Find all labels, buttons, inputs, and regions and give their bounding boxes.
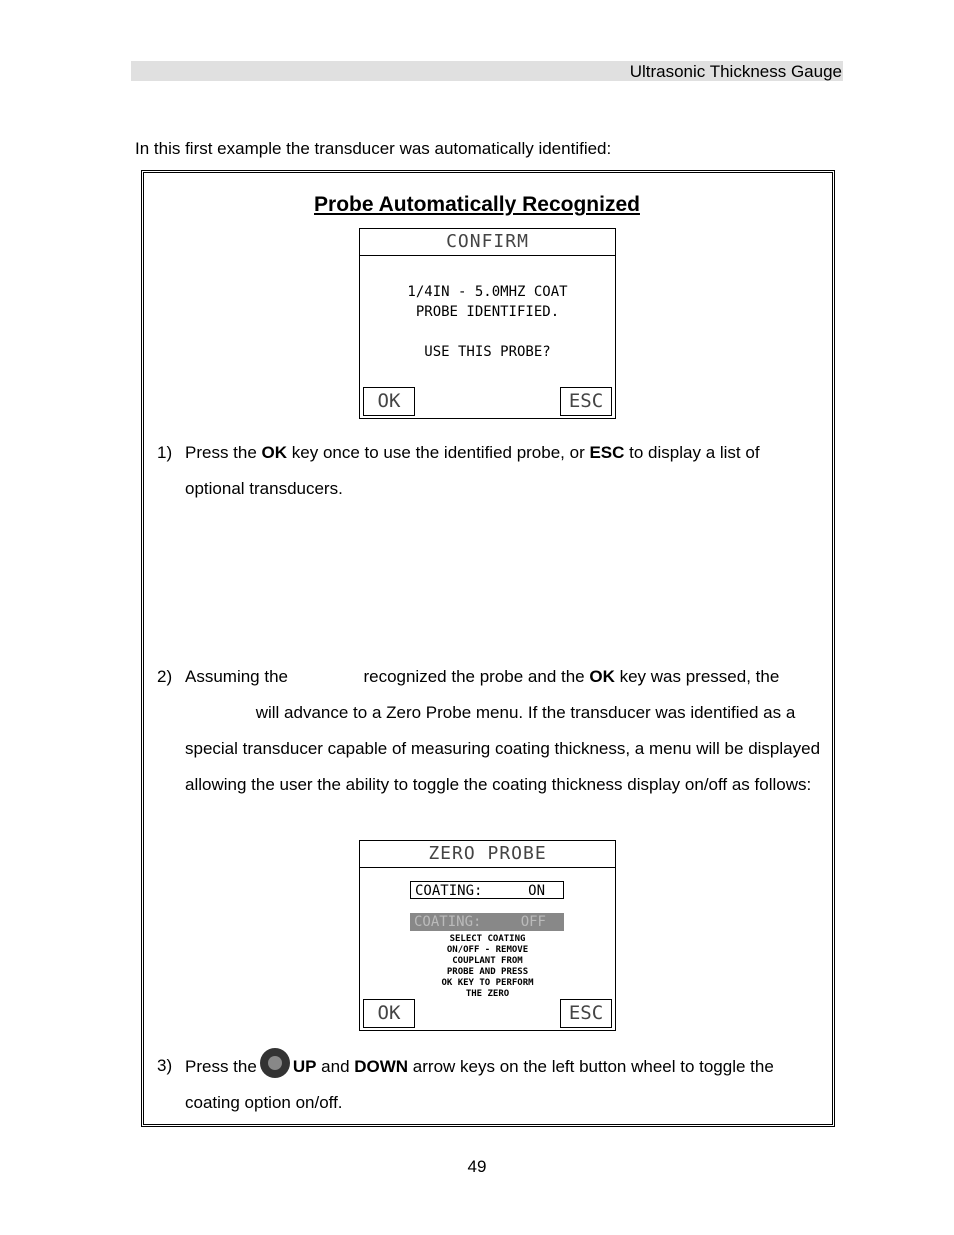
help-line-6: THE ZERO — [465, 989, 510, 999]
zero-probe-screen-title: ZERO PROBE — [360, 841, 615, 868]
intro-text: In this first example the transducer was automatically identified: — [135, 139, 612, 158]
probe-name-line: 1/4IN - 5.0MHZ COAT — [407, 284, 568, 300]
coating-on-option[interactable] — [410, 881, 564, 899]
help-line-5: OK KEY TO PERFORM — [441, 978, 534, 988]
step-1-text-c: to display a list of optional transducers. — [185, 443, 760, 498]
step-2-text-b: recognized the probe and the — [358, 667, 590, 686]
step-3-number: 3) — [157, 1056, 173, 1075]
section-title: Probe Automatically Recognized — [314, 193, 640, 216]
step-1-number: 1) — [157, 443, 173, 462]
confirm-screen-title: CONFIRM — [360, 229, 615, 256]
step-2-text-a: Assuming the — [185, 667, 293, 686]
step-1 — [157, 435, 822, 507]
ok-button[interactable]: OK — [363, 387, 415, 416]
coating-off-option[interactable] — [410, 913, 564, 931]
page-number: 49 — [467, 1157, 487, 1176]
step-2 — [157, 659, 822, 803]
step-3 — [157, 1048, 822, 1121]
esc-button[interactable]: ESC — [560, 999, 612, 1028]
step-2-ok-key: OK — [589, 667, 615, 686]
coating-on-value: ON — [528, 883, 545, 899]
esc-button[interactable]: ESC — [560, 387, 612, 416]
step-2-text-c: key was pressed, the — [614, 667, 780, 686]
step-3-down-key: DOWN — [354, 1057, 409, 1076]
ok-button[interactable]: OK — [363, 999, 415, 1028]
coating-on-label: COATING: — [415, 883, 483, 899]
help-line-1: SELECT COATING — [449, 934, 526, 944]
step-3-up-key: UP — [292, 1057, 317, 1076]
probe-identified-line: PROBE IDENTIFIED. — [415, 304, 560, 320]
step-1-ok-key: OK — [261, 443, 288, 462]
step-1-esc-key: ESC — [589, 443, 625, 462]
use-probe-question: USE THIS PROBE? — [424, 344, 551, 360]
step-3-text-a: Press the — [185, 1057, 257, 1076]
step-2-number: 2) — [157, 667, 173, 686]
zero-probe-screen — [359, 840, 616, 1031]
arrow-keypad-icon — [260, 1048, 290, 1078]
help-line-3: COUPLANT FROM — [452, 956, 523, 966]
help-line-2: ON/OFF - REMOVE — [446, 945, 529, 955]
help-line-4: PROBE AND PRESS — [446, 967, 529, 977]
step-3-text-b: and — [316, 1057, 355, 1076]
step-1-text-a: Press the — [185, 443, 262, 462]
confirm-screen — [359, 228, 616, 419]
header-title: Ultrasonic Thickness Gauge — [629, 62, 842, 81]
coating-off-value: OFF — [520, 914, 546, 930]
step-1-text-b: key once to use the identified probe, or — [287, 443, 590, 462]
step-2-text-d: will advance to a Zero Probe menu. If the transducer was identified as a special transducer capable of measuring coating thickness, a menu will be displayed allowing the user the ability to toggle the coating thickness display on/off as follows: — [185, 703, 821, 794]
coating-off-label: COATING: — [414, 914, 482, 930]
step-3-text-c: arrow keys on the left button wheel to toggle the coating option on/off. — [185, 1057, 774, 1112]
